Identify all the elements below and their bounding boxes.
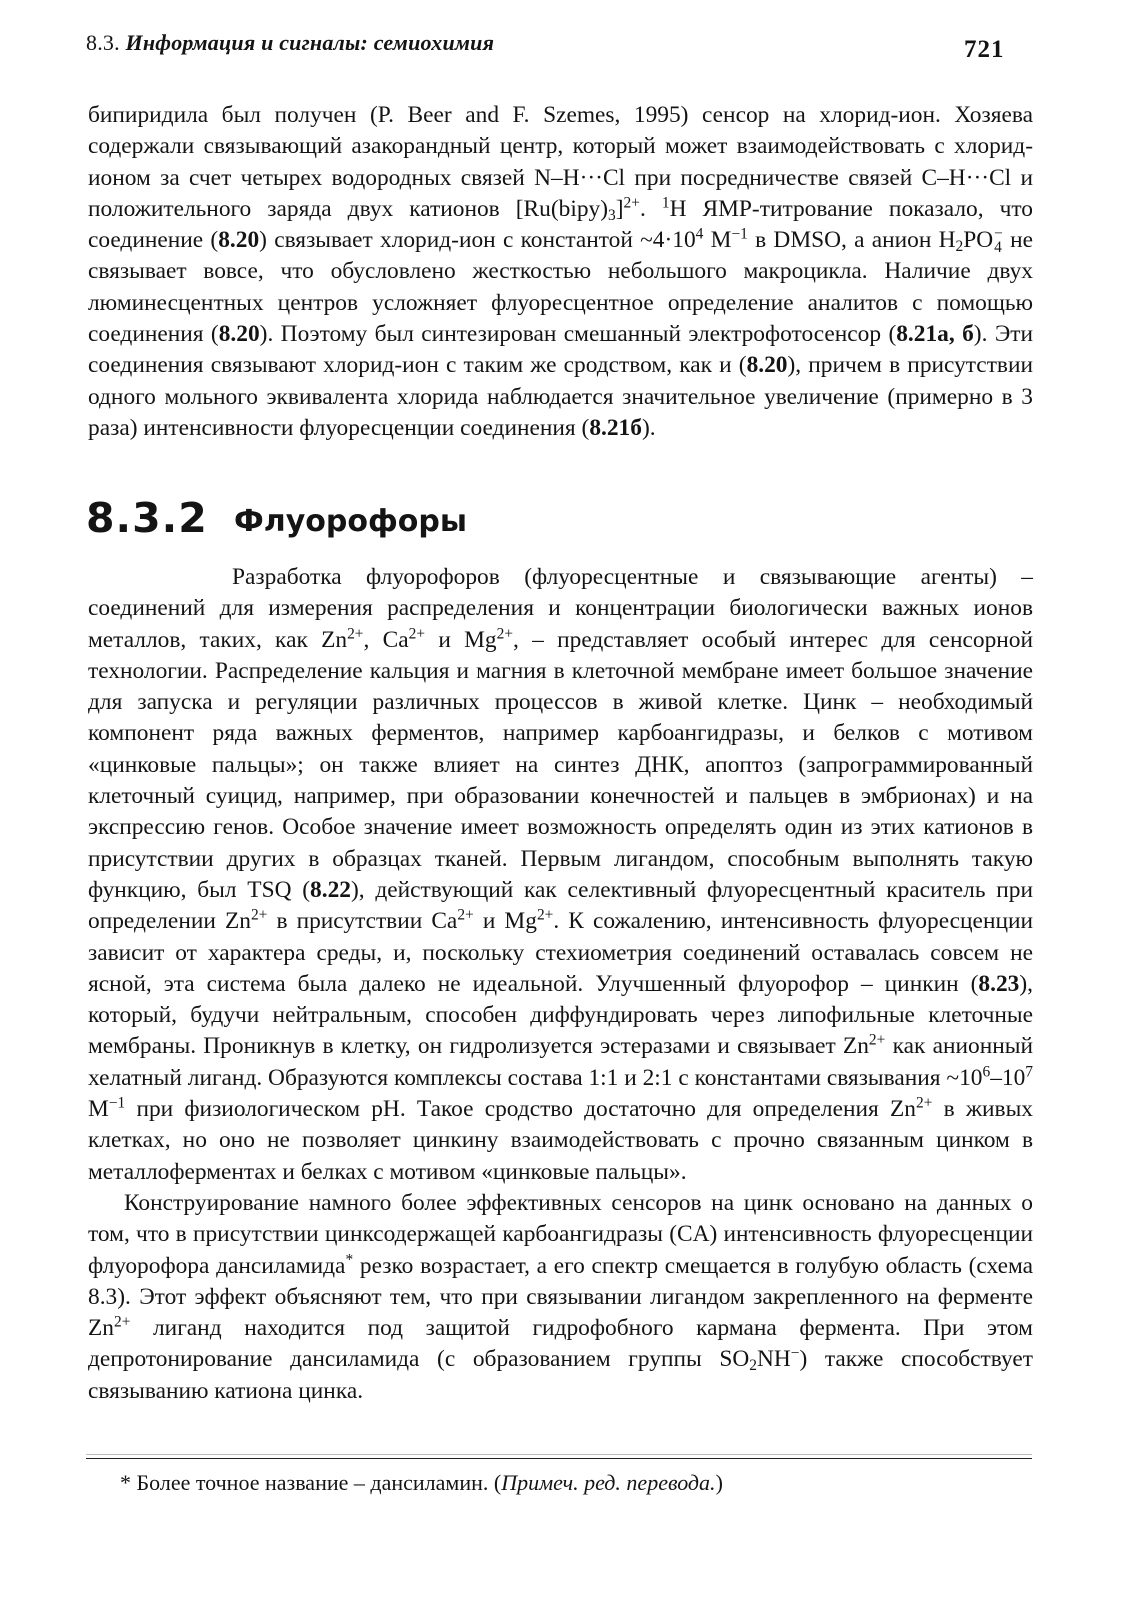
superscript: 2+ xyxy=(250,906,268,924)
footnote xyxy=(120,1468,723,1498)
text-run: M xyxy=(88,1096,109,1123)
text-run: ), действующий как селективный флуоресцентный краситель при определении Zn xyxy=(88,876,1033,935)
text-run: , – представляет особый интерес для сенсорной технологии. Распределение кальция и магния в клеточной мембране имеет большое значение для запуска и регуляции различных процессов в живой клетке. Цинк – необходимый компонент ряда важных ферментов, например карбоангидразы, и белков с мотивом «цинковые пальцы»; он также влияет на синтез ДНК, апоптоз (запрограммированный клеточный суицид, например, при образовании конечностей и пальцев в эмбрионах) и на экспрессию генов. Особое значение имеет возможность определять один из этих катионов в присутствии других в образцах тканей. Первым лигандом, способным выполнять такую функцию, был TSQ ( xyxy=(88,626,1033,903)
compound-ref: 8.20 xyxy=(746,352,788,379)
superscript: − xyxy=(790,1344,800,1362)
footnote-divider xyxy=(86,1458,1032,1459)
text-run: не связывает вовсе, что обусловлено жесткостью небольшого макроцикла. Наличие двух люминесцентных центров усложняет флуоресцентное определение аналитов с помощью соединения ( xyxy=(88,227,1034,348)
footnote-divider-shadow xyxy=(86,1454,1032,1457)
text-run: Разработка флуорофоров (флуоресцентные и связывающие агенты) – соединений для измерения распределения и концентрации биологически важных ионов металлов, таких, как Zn xyxy=(88,564,1033,653)
compound-ref: 8.21а, б xyxy=(896,321,974,348)
text-run: NH xyxy=(756,1346,791,1373)
text-run: в живых клетках, но оно не позволяет цинкину взаимодействовать с прочно связанным цинком в металлоферментах и белках с мотивом «цинковые пальцы». xyxy=(88,1096,1033,1185)
text-run: H ЯМР-титрование показало, что соединение ( xyxy=(88,195,1033,254)
paragraph-fluorophores xyxy=(88,562,1033,1407)
footnote-marker: * xyxy=(345,1251,354,1269)
superscript: 1 xyxy=(661,194,670,212)
text-run: Конструирование намного более эффективных сенсоров на цинк основано на данных о том, что в присутствии цинксодержащей карбоангидразы (CA) интенсивность флуоресценции флуорофора дансиламида xyxy=(88,1189,1033,1279)
section-number: 8.3.2 xyxy=(86,494,208,542)
text-run: резко возрастает, а его спектр смещается в голубую область (схема 8.3). Этот эффект объясняют тем, что при связывании лигандом закрепленного на ферменте Zn xyxy=(88,1252,1034,1342)
superscript: 2+ xyxy=(623,194,640,212)
superscript: 2+ xyxy=(496,625,514,643)
running-head xyxy=(86,30,494,56)
footnote-text: Более точное название – дансиламин. ( xyxy=(131,1470,502,1495)
superscript: 6 xyxy=(982,1063,991,1081)
running-head-section-number: 8.3. xyxy=(86,30,120,55)
paragraph-text xyxy=(88,100,1033,444)
text-run: ), причем в присутствии одного мольного эквивалента хлорида наблюдается значительное увеличение (примерно в 3 раза) интенсивности флуоресценции соединения ( xyxy=(88,352,1033,441)
superscript: 2+ xyxy=(113,1313,131,1331)
superscript: 2+ xyxy=(536,906,554,924)
text-run: ). Поэтому был синтезирован смешанный электрофотосенсор ( xyxy=(259,321,897,348)
text-run: –10 xyxy=(990,1064,1026,1091)
compound-ref: 8.20 xyxy=(218,321,260,348)
text-run: лиганд находится под защитой гидрофобного кармана фермента. При этом депротонирование дансиламида (с образованием группы SO xyxy=(88,1315,1033,1373)
superscript: 7 xyxy=(1025,1063,1033,1081)
text-run: ). xyxy=(641,414,656,441)
superscript: −1 xyxy=(731,225,748,243)
superscript: − xyxy=(994,224,1003,242)
paragraph-text xyxy=(88,562,1033,1188)
phosphate-ion xyxy=(963,224,1003,256)
superscript: 2+ xyxy=(408,625,426,643)
text-run: при физиологическом pH. Такое сродство достаточно для определения Zn xyxy=(125,1096,916,1123)
text-run: ). Эти соединения связывают хлорид-ион с таким же сродством, как и ( xyxy=(88,321,1033,379)
text-run: в DMSO, а анион H xyxy=(747,227,956,254)
compound-ref: 8.23 xyxy=(978,970,1020,997)
text-run: PO xyxy=(963,227,994,254)
footnote-text: ) xyxy=(715,1470,723,1495)
footnote-marker: * xyxy=(120,1470,131,1495)
charge-stack xyxy=(994,224,1003,256)
superscript: 4 xyxy=(695,225,704,243)
compound-ref: 8.20 xyxy=(218,227,260,254)
text-run: в присутствии Ca xyxy=(267,908,458,935)
superscript: −1 xyxy=(108,1094,126,1112)
superscript: 2+ xyxy=(457,906,474,924)
subscript: 3 xyxy=(608,206,616,224)
superscript: 2+ xyxy=(347,625,364,643)
text-run: ] xyxy=(615,195,624,222)
compound-ref: 8.22 xyxy=(310,876,351,903)
text-run: бипиридила был получен (P. Beer and F. Szemes, 1995) сенсор на хлорид-ион. Хозяева содержали связывающий азакорандный центр, который может взаимодействовать с хлорид-ионом за счет четырех водородных связей N–H···Cl при посредничестве связей C–H···Cl и положительного заряда двух катионов [Ru(bipy) xyxy=(88,102,1033,222)
section-title: Флуорофоры xyxy=(234,504,467,539)
page-number: 721 xyxy=(964,36,1005,63)
superscript: 2+ xyxy=(915,1094,933,1112)
text-run: , Ca xyxy=(363,626,409,653)
subscript: 2 xyxy=(749,1357,757,1375)
text-run: и Mg xyxy=(473,908,537,935)
compound-ref: 8.21б xyxy=(589,414,642,441)
subscript: 2 xyxy=(955,238,964,256)
text-run: . К сожалению, интенсивность флуоресценции зависит от характера среды, и, поскольку стехиометрия соединений оставалась совсем не ясной, эта система была далеко не идеальной. Улучшенный флуорофор – цинкин ( xyxy=(88,908,1034,997)
footnote-editor-note: Примеч. ред. перевода. xyxy=(501,1470,716,1495)
text-run: ) связывает хлорид-ион с константой ~4·10 xyxy=(259,227,696,254)
subscript: 4 xyxy=(994,238,1002,256)
text-run: M xyxy=(703,227,732,254)
text-run: ), который, будучи нейтральным, способен диффундировать через липофильные клеточные мембраны. Проникнув в клетку, он гидролизуется эстеразами и связывает Zn xyxy=(88,970,1033,1060)
text-run: и Mg xyxy=(425,626,497,653)
superscript: 2+ xyxy=(868,1031,886,1049)
text-run: ) также способствует связыванию катиона цинка. xyxy=(88,1346,1034,1404)
paragraph-chloride-sensor xyxy=(88,100,1033,444)
paragraph-text xyxy=(88,1188,1033,1407)
running-head-title: Информация и сигналы: семиохимия xyxy=(125,30,495,55)
text-run: как анионный хелатный лиганд. Образуются комплексы состава 1:1 и 2:1 с константами связывания ~10 xyxy=(88,1033,1033,1091)
text-run: . xyxy=(639,195,646,222)
